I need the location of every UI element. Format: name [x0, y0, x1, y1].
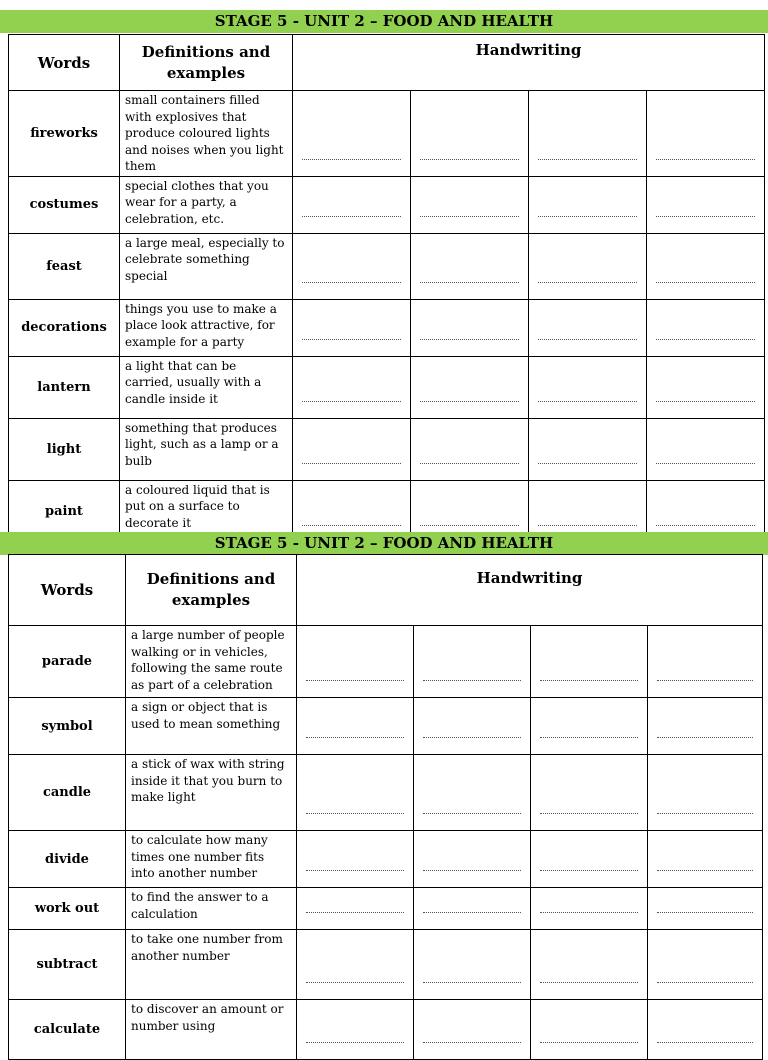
- dotted-writing-line: [657, 912, 753, 913]
- dotted-writing-line: [657, 982, 753, 983]
- table-row: [9, 356, 765, 418]
- dotted-writing-line: [540, 1042, 638, 1043]
- vocab-definition: things you use to make a place look attractive, for example for a party: [120, 299, 293, 356]
- handwriting-cell[interactable]: [414, 1000, 531, 1060]
- handwriting-cell[interactable]: [414, 888, 531, 930]
- dotted-writing-line: [657, 870, 753, 871]
- table-row: [9, 418, 765, 480]
- vocab-word: symbol: [9, 698, 126, 755]
- vocab-definition: a large meal, especially to celebrate something special: [120, 233, 293, 299]
- dotted-writing-line: [538, 401, 637, 402]
- handwriting-cell[interactable]: [411, 299, 529, 356]
- handwriting-cell[interactable]: [293, 233, 411, 299]
- handwriting-cell[interactable]: [648, 831, 763, 888]
- handwriting-cell[interactable]: [529, 299, 647, 356]
- header-words: Words: [9, 555, 126, 626]
- vocab-definition: something that produces light, such as a lamp or a bulb: [120, 418, 293, 480]
- handwriting-cell[interactable]: [531, 626, 648, 698]
- vocab-definition: to take one number from another number: [126, 930, 297, 1000]
- dotted-writing-line: [420, 525, 519, 526]
- table-row: [9, 233, 765, 299]
- handwriting-cell[interactable]: [529, 176, 647, 233]
- header-definitions: Definitions and examples: [120, 35, 293, 91]
- handwriting-cell[interactable]: [297, 755, 414, 831]
- handwriting-cell[interactable]: [293, 356, 411, 418]
- vocab-word: lantern: [9, 356, 120, 418]
- section-banner: STAGE 5 - UNIT 2 – FOOD AND HEALTH: [0, 532, 768, 555]
- dotted-writing-line: [657, 737, 753, 738]
- table-row: [9, 299, 765, 356]
- vocab-definition: special clothes that you wear for a party, a celebration, etc.: [120, 176, 293, 233]
- vocab-word: light: [9, 418, 120, 480]
- handwriting-cell[interactable]: [297, 888, 414, 930]
- vocab-word: divide: [9, 831, 126, 888]
- handwriting-cell[interactable]: [648, 888, 763, 930]
- header-handwriting: Handwriting: [297, 555, 763, 626]
- dotted-writing-line: [420, 339, 519, 340]
- dotted-writing-line: [656, 401, 755, 402]
- dotted-writing-line: [657, 813, 753, 814]
- handwriting-cell[interactable]: [648, 755, 763, 831]
- dotted-writing-line: [420, 463, 519, 464]
- header-words: Words: [9, 35, 120, 91]
- dotted-writing-line: [540, 680, 638, 681]
- handwriting-cell[interactable]: [647, 299, 765, 356]
- handwriting-cell[interactable]: [648, 626, 763, 698]
- table-row: [9, 626, 763, 698]
- table-row: [9, 888, 763, 930]
- handwriting-cell[interactable]: [414, 755, 531, 831]
- handwriting-cell[interactable]: [293, 299, 411, 356]
- dotted-writing-line: [423, 680, 521, 681]
- vocab-definition: a coloured liquid that is put on a surface to decorate it: [120, 480, 293, 542]
- handwriting-cell[interactable]: [531, 888, 648, 930]
- handwriting-cell[interactable]: [648, 930, 763, 1000]
- dotted-writing-line: [656, 339, 755, 340]
- handwriting-cell[interactable]: [647, 356, 765, 418]
- dotted-writing-line: [656, 525, 755, 526]
- handwriting-cell[interactable]: [414, 930, 531, 1000]
- handwriting-cell[interactable]: [414, 626, 531, 698]
- dotted-writing-line: [420, 401, 519, 402]
- vocab-word: subtract: [9, 930, 126, 1000]
- header-definitions: Definitions and examples: [126, 555, 297, 626]
- handwriting-cell[interactable]: [297, 831, 414, 888]
- handwriting-cell[interactable]: [531, 698, 648, 755]
- dotted-writing-line: [423, 912, 521, 913]
- dotted-writing-line: [540, 813, 638, 814]
- dotted-writing-line: [538, 339, 637, 340]
- dotted-writing-line: [420, 216, 519, 217]
- header-handwriting: Handwriting: [293, 35, 765, 91]
- dotted-writing-line: [302, 159, 401, 160]
- handwriting-cell[interactable]: [531, 755, 648, 831]
- dotted-writing-line: [656, 282, 755, 283]
- vocab-word: parade: [9, 626, 126, 698]
- dotted-writing-line: [302, 216, 401, 217]
- handwriting-cell[interactable]: [411, 418, 529, 480]
- handwriting-cell[interactable]: [647, 91, 765, 177]
- vocab-definition: to discover an amount or number using: [126, 1000, 297, 1060]
- vocab-word: costumes: [9, 176, 120, 233]
- dotted-writing-line: [302, 339, 401, 340]
- dotted-writing-line: [538, 525, 637, 526]
- dotted-writing-line: [538, 216, 637, 217]
- dotted-writing-line: [538, 282, 637, 283]
- handwriting-cell[interactable]: [411, 176, 529, 233]
- dotted-writing-line: [302, 282, 401, 283]
- dotted-writing-line: [302, 525, 401, 526]
- dotted-writing-line: [420, 282, 519, 283]
- handwriting-cell[interactable]: [531, 1000, 648, 1060]
- dotted-writing-line: [538, 159, 637, 160]
- dotted-writing-line: [657, 680, 753, 681]
- handwriting-cell[interactable]: [293, 418, 411, 480]
- vocab-word: feast: [9, 233, 120, 299]
- dotted-writing-line: [538, 463, 637, 464]
- handwriting-cell[interactable]: [297, 626, 414, 698]
- table-row: [9, 698, 763, 755]
- vocab-word: work out: [9, 888, 126, 930]
- dotted-writing-line: [656, 216, 755, 217]
- dotted-writing-line: [420, 159, 519, 160]
- vocab-word: paint: [9, 480, 120, 542]
- section-banner: STAGE 5 - UNIT 2 – FOOD AND HEALTH: [0, 10, 768, 33]
- handwriting-cell[interactable]: [297, 698, 414, 755]
- handwriting-cell[interactable]: [529, 233, 647, 299]
- dotted-writing-line: [423, 870, 521, 871]
- table-row: [9, 831, 763, 888]
- dotted-writing-line: [540, 912, 638, 913]
- table-row: [9, 930, 763, 1000]
- vocab-definition: small containers filled with explosives that produce coloured lights and noises when you light them: [120, 91, 293, 177]
- handwriting-cell[interactable]: [293, 91, 411, 177]
- dotted-writing-line: [656, 463, 755, 464]
- dotted-writing-line: [656, 159, 755, 160]
- dotted-writing-line: [540, 982, 638, 983]
- dotted-writing-line: [306, 680, 404, 681]
- dotted-writing-line: [302, 401, 401, 402]
- dotted-writing-line: [423, 982, 521, 983]
- dotted-writing-line: [306, 982, 404, 983]
- dotted-writing-line: [657, 1042, 753, 1043]
- handwriting-cell[interactable]: [411, 356, 529, 418]
- vocab-definition: a light that can be carried, usually with a candle inside it: [120, 356, 293, 418]
- handwriting-cell[interactable]: [529, 418, 647, 480]
- handwriting-cell[interactable]: [648, 1000, 763, 1060]
- table-row: [9, 91, 765, 177]
- handwriting-cell[interactable]: [411, 233, 529, 299]
- vocab-word: fireworks: [9, 91, 120, 177]
- handwriting-cell[interactable]: [647, 418, 765, 480]
- handwriting-cell[interactable]: [414, 831, 531, 888]
- handwriting-cell[interactable]: [297, 1000, 414, 1060]
- vocabulary-table: [8, 34, 765, 543]
- dotted-writing-line: [306, 912, 404, 913]
- dotted-writing-line: [423, 737, 521, 738]
- vocabulary-table: [8, 554, 763, 1060]
- table-row: [9, 755, 763, 831]
- handwriting-cell[interactable]: [529, 91, 647, 177]
- handwriting-cell[interactable]: [293, 176, 411, 233]
- handwriting-cell[interactable]: [647, 233, 765, 299]
- vocab-definition: a stick of wax with string inside it that you burn to make light: [126, 755, 297, 831]
- handwriting-cell[interactable]: [529, 356, 647, 418]
- dotted-writing-line: [423, 813, 521, 814]
- dotted-writing-line: [302, 463, 401, 464]
- handwriting-cell[interactable]: [531, 831, 648, 888]
- dotted-writing-line: [306, 737, 404, 738]
- handwriting-cell[interactable]: [411, 91, 529, 177]
- table-row: [9, 176, 765, 233]
- vocab-definition: a large number of people walking or in vehicles, following the same route as part of a celebration: [126, 626, 297, 698]
- handwriting-cell[interactable]: [648, 698, 763, 755]
- handwriting-cell[interactable]: [297, 930, 414, 1000]
- table-row: [9, 1000, 763, 1060]
- dotted-writing-line: [540, 737, 638, 738]
- vocab-definition: to find the answer to a calculation: [126, 888, 297, 930]
- vocab-word: decorations: [9, 299, 120, 356]
- dotted-writing-line: [306, 1042, 404, 1043]
- dotted-writing-line: [540, 870, 638, 871]
- dotted-writing-line: [306, 870, 404, 871]
- dotted-writing-line: [306, 813, 404, 814]
- vocab-definition: a sign or object that is used to mean something: [126, 698, 297, 755]
- vocab-definition: to calculate how many times one number fits into another number: [126, 831, 297, 888]
- handwriting-cell[interactable]: [414, 698, 531, 755]
- dotted-writing-line: [423, 1042, 521, 1043]
- vocab-word: calculate: [9, 1000, 126, 1060]
- handwriting-cell[interactable]: [531, 930, 648, 1000]
- vocab-word: candle: [9, 755, 126, 831]
- handwriting-cell[interactable]: [647, 176, 765, 233]
